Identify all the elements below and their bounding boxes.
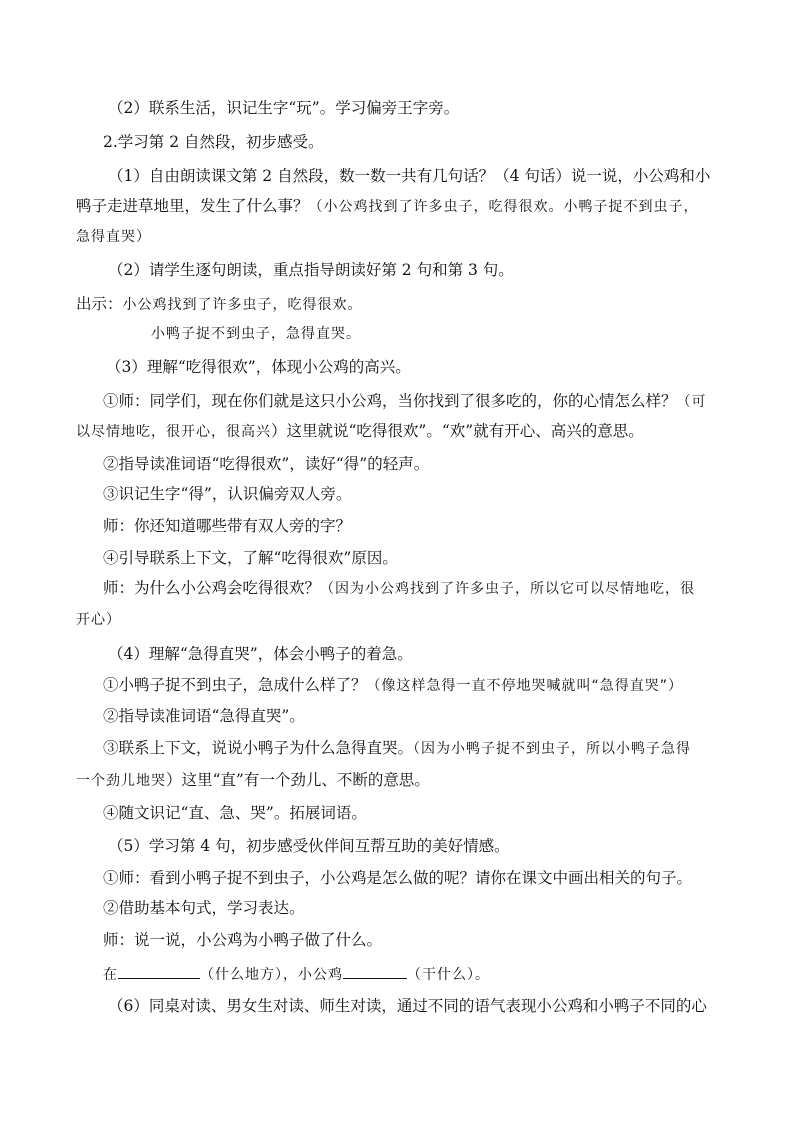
text-line (151, 323, 361, 344)
body-text: ②指导读准词语“吃得很欢”，读好“得”的轻声。 (103, 455, 430, 473)
text-line (103, 930, 382, 950)
text-line (103, 868, 692, 888)
text-line (108, 996, 707, 1016)
body-text: ④随文识记“直、急、哭”。拓展词语。 (103, 804, 367, 822)
body-text: 2.学习第 2 自然段，初步感受。 (103, 133, 324, 151)
text-line (103, 675, 683, 696)
text-line (106, 357, 411, 377)
body-text: ①师：看到小鸭子捉不到虫子，小公鸡是怎么做的呢？请你在课文中画出相关的句子。 (103, 869, 693, 887)
answer-text: 开心） (76, 612, 121, 628)
answer-text: 一个劲儿地哭 (76, 773, 166, 789)
text-line (103, 516, 351, 536)
body-text: （2）请学生逐句朗读，重点指导朗读好第 2 句和第 3 句。 (108, 261, 514, 279)
body-text: （2）联系生活，识记生字“玩”。学习偏旁王字旁。 (108, 99, 460, 117)
text-line (103, 391, 707, 412)
answer-text: （像这样急得一直不停地哭喊就叫“急得直哭”） (366, 678, 684, 694)
answer-text: （小公鸡找到了许多虫子，吃得很欢。小鸭子捉不到虫子， (308, 199, 699, 215)
body-text: （3）理解“吃得很欢”，体现小公鸡的高兴。 (106, 358, 411, 376)
text-line (76, 196, 699, 217)
text-line (76, 421, 644, 442)
body-text: ①师：同学们，现在你们就是这只小公鸡，当你找到了很多吃的，你的心情怎么样？ (103, 392, 677, 410)
text-line (76, 294, 363, 315)
text-line (103, 898, 305, 918)
answer-text: 急得直哭） (76, 229, 151, 245)
text-line (108, 836, 510, 856)
answer-text: （可 (676, 394, 707, 410)
text-line (76, 609, 121, 630)
body-text: ③联系上下文，说说小鸭子为什么急得直哭。 (103, 739, 414, 757)
fill-in-blank (343, 964, 407, 979)
answer-text: （干什么）。 (407, 967, 490, 983)
text-line (103, 454, 429, 474)
body-text: ）这里就说“吃得很欢”。“欢”就有开心、高兴的意思。 (271, 422, 644, 440)
answer-text: 以尽情地吃，很开心，很高兴 (76, 424, 271, 440)
text-line (103, 548, 398, 568)
body-text: ②借助基本句式，学习表达。 (103, 899, 305, 917)
answer-text: 小公鸡找到了许多虫子，吃得很欢。 (122, 297, 363, 313)
text-line (76, 770, 430, 791)
text-line (108, 166, 710, 186)
text-line (103, 706, 305, 726)
text-line (108, 98, 459, 118)
body-text: （1）自由朗读课文第 2 自然段，数一数一共有几句话？（4 句话）说一说，小公鸡和小 (108, 167, 711, 185)
body-text: 出示： (76, 295, 123, 313)
fill-in-blank (118, 964, 200, 979)
body-text: ）这里“直”有一个劲儿、不断的意思。 (166, 771, 430, 789)
text-line (103, 132, 324, 152)
body-text: （5）学习第 4 句，初步感受伙伴间互帮互助的美好情感。 (108, 837, 510, 855)
text-line (108, 260, 514, 280)
body-text: 师：为什么小公鸡会吃得很欢？ (103, 579, 321, 597)
body-text: （4）理解“急得直哭”，体会小鸭子的着急。 (108, 645, 413, 663)
answer-text: 小鸭子捉不到虫子，急得直哭。 (151, 326, 361, 342)
text-line (103, 738, 691, 759)
answer-text: 在 (103, 967, 118, 983)
text-line (103, 578, 695, 599)
answer-text: （因为小鸭子捉不到虫子，所以小鸭子急得 (413, 741, 692, 757)
body-text: （6）同桌对读、男女生对读、师生对读，通过不同的语气表现小公鸡和小鸭子不同的心 (108, 997, 707, 1015)
body-text: ④引导联系上下文，了解“吃得很欢”原因。 (103, 549, 398, 567)
body-text: ③识记生字“得”，认识偏旁双人旁。 (103, 485, 352, 503)
text-line (103, 803, 367, 823)
text-line (103, 484, 351, 504)
answer-text: （因为小公鸡找到了许多虫子，所以它可以尽情地吃，很 (320, 581, 696, 597)
body-text: ①小鸭子捉不到虫子，急成什么样了？ (103, 676, 367, 694)
body-text: ②指导读准词语“急得直哭”。 (103, 707, 305, 725)
body-text: 师：说一说，小公鸡为小鸭子做了什么。 (103, 931, 383, 949)
text-line (103, 964, 490, 985)
answer-text: （什么地方），小公鸡 (200, 967, 343, 983)
body-text: 鸭子走进草地里，发生了什么事？ (76, 197, 309, 215)
text-line (108, 644, 413, 664)
text-line (76, 226, 151, 247)
body-text: 师：你还知道哪些带有双人旁的字？ (103, 517, 352, 535)
